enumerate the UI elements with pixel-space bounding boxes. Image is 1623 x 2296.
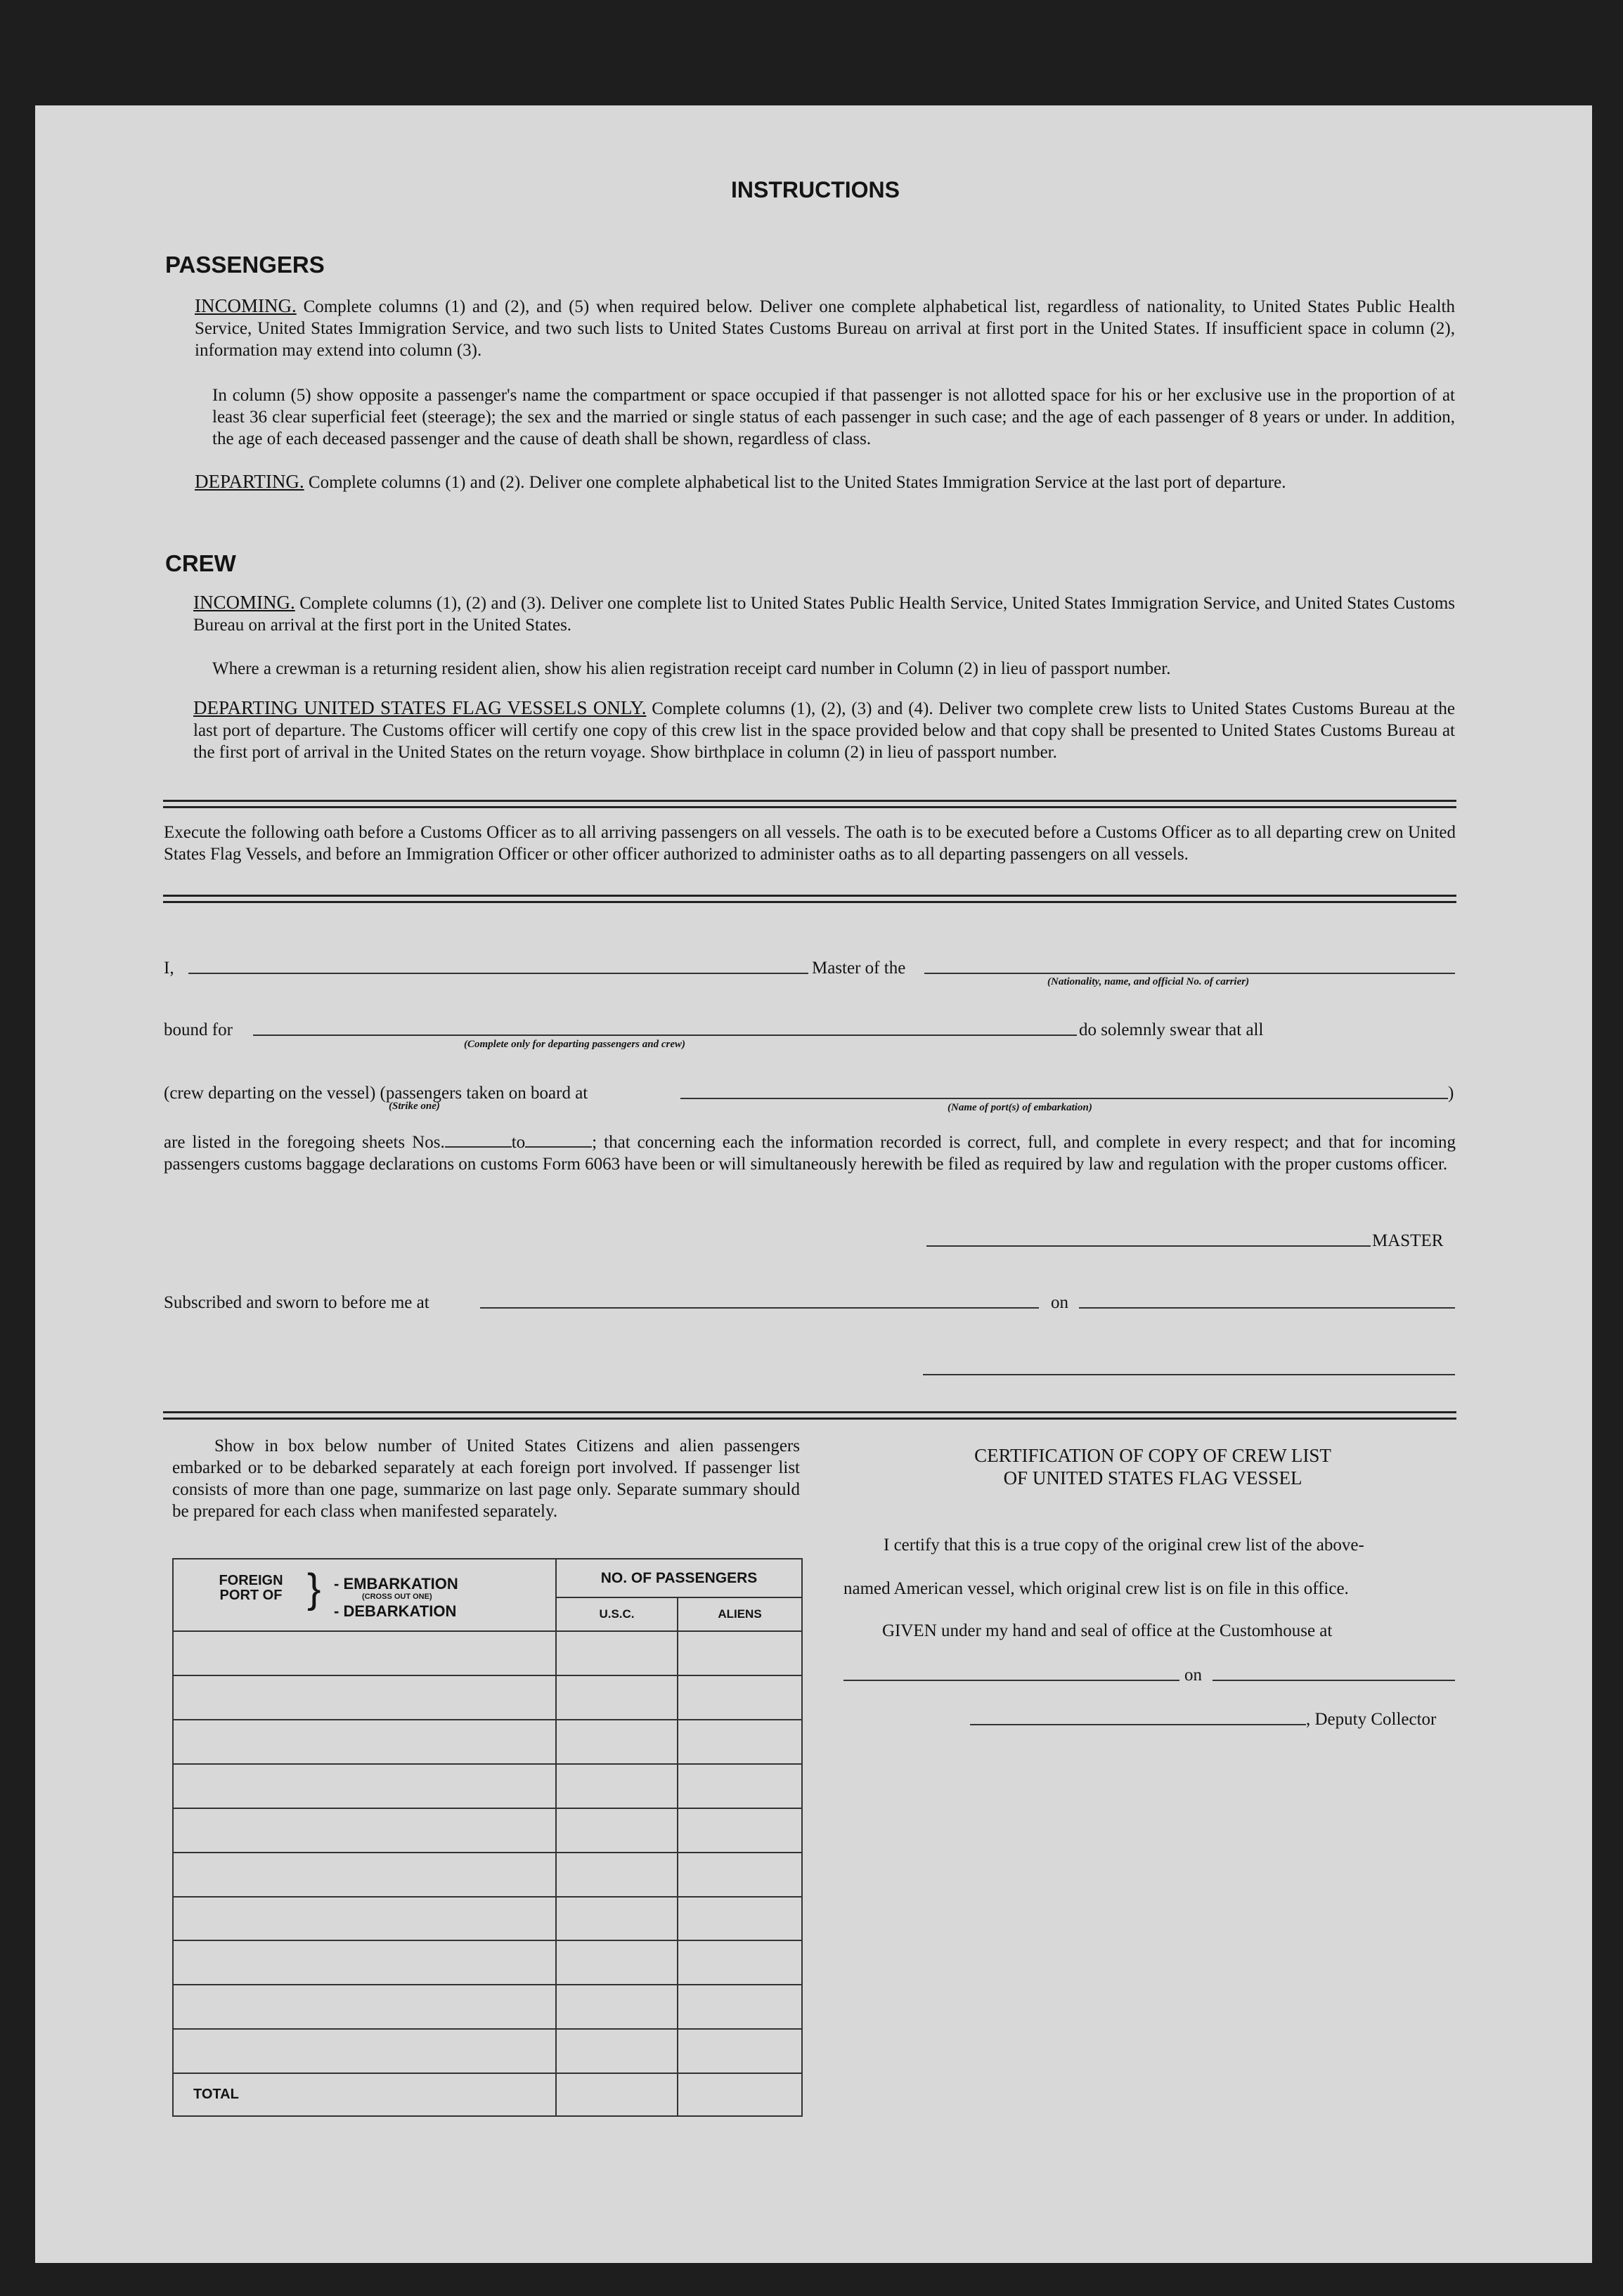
aliens-header: ALIENS	[678, 1597, 802, 1631]
divider	[163, 895, 1456, 897]
passengers-departing-text: Complete columns (1) and (2). Deliver one complete alphabetical list to the United States Immigration Service at the last port of departure.	[308, 473, 1286, 492]
aliens-cell[interactable]	[678, 1985, 802, 2029]
aliens-cell[interactable]	[678, 2029, 802, 2073]
brace-icon: }	[307, 1566, 321, 1611]
cross-out-label: (CROSS OUT ONE)	[362, 1593, 432, 1601]
port-cell[interactable]	[173, 1764, 556, 1808]
sheet-to-line[interactable]	[525, 1132, 592, 1148]
listed-paragraph	[164, 1131, 1456, 1175]
usc-cell[interactable]	[556, 1631, 678, 1675]
aliens-cell[interactable]	[678, 1675, 802, 1720]
master-label: MASTER	[1372, 1231, 1444, 1250]
crew-incoming-paragraph	[193, 592, 1455, 636]
divider	[163, 901, 1456, 903]
master-of-label: Master of the	[812, 959, 906, 978]
usc-header: U.S.C.	[556, 1597, 678, 1631]
cert-on-label: on	[1184, 1666, 1202, 1685]
foreign-port-label: FOREIGN PORT OF	[219, 1573, 283, 1603]
ports-line[interactable]	[680, 1098, 1448, 1099]
ports-caption: (Name of port(s) of embarkation)	[948, 1102, 1092, 1113]
passengers-heading: PASSENGERS	[165, 252, 325, 278]
passengers-incoming-label: INCOMING.	[195, 295, 297, 316]
usc-cell[interactable]	[556, 1853, 678, 1897]
port-cell[interactable]	[173, 1897, 556, 1941]
aliens-cell[interactable]	[678, 1853, 802, 1897]
usc-cell[interactable]	[556, 2029, 678, 2073]
aliens-cell[interactable]	[678, 1631, 802, 1675]
crew-resident-paragraph: Where a crewman is a returning resident alien, show his alien registration receipt card number in Column (2) in lieu of passport number.	[212, 659, 1171, 678]
carrier-line[interactable]	[924, 973, 1455, 974]
divider	[163, 1418, 1456, 1420]
sworn-on-label: on	[1051, 1293, 1068, 1312]
aliens-cell[interactable]	[678, 1808, 802, 1853]
to-label: to	[511, 1133, 526, 1152]
no-of-passengers-header: NO. OF PASSENGERS	[556, 1559, 802, 1597]
master-signature-line[interactable]	[926, 1245, 1371, 1247]
officer-signature-line[interactable]	[923, 1374, 1455, 1375]
divider	[163, 800, 1456, 802]
cert-date-line[interactable]	[1213, 1680, 1455, 1681]
usc-cell[interactable]	[556, 1940, 678, 1985]
usc-cell[interactable]	[556, 1985, 678, 2029]
sworn-date-line[interactable]	[1079, 1307, 1455, 1309]
listed-text: ; that concerning each the information recorded is correct, full, and complete in every respect; and that for incoming passengers customs baggage declarations on customs Form 6063 have been or will simultaneously herewith be filed as required by law and regulation with the proper customs officer.	[164, 1133, 1456, 1174]
crew-departing-label: (crew departing on the vessel) (passengers taken on board at	[164, 1084, 588, 1103]
debarkation-label: - DEBARKATION	[334, 1602, 457, 1620]
crew-heading: CREW	[165, 550, 236, 576]
divider	[163, 1411, 1456, 1413]
usc-total-cell[interactable]	[556, 2073, 678, 2116]
certification-heading-line2: OF UNITED STATES FLAG VESSEL	[1003, 1467, 1302, 1488]
port-cell[interactable]	[173, 1853, 556, 1897]
page-title: INSTRUCTIONS	[731, 177, 900, 202]
nationality-caption: (Nationality, name, and official No. of carrier)	[1047, 976, 1250, 987]
aliens-cell[interactable]	[678, 1897, 802, 1941]
certification-heading	[879, 1444, 1427, 1489]
passengers-departing-paragraph	[195, 471, 1455, 493]
aliens-cell[interactable]	[678, 1940, 802, 1985]
crew-incoming-text: Complete columns (1), (2) and (3). Deliver one complete list to United States Public Health Service, United States Immigration Service, and United States Customs Bureau on arrival at the first port in the United States.	[193, 594, 1456, 635]
port-cell[interactable]	[173, 1985, 556, 2029]
usc-cell[interactable]	[556, 1764, 678, 1808]
foreign-port-header	[173, 1559, 556, 1631]
passengers-column5-paragraph: In column (5) show opposite a passenger's name the compartment or space occupied if that passenger is not allotted space for his or her exclusive use in the proportion of at least 36 clear superficial feet (steerage); the sex and the married or single status of each passenger in such case; and the age of each passenger of 8 years or under. In addition, the age of each deceased passenger and the cause of death shall be shown, regardless of class.	[212, 386, 1455, 448]
port-cell[interactable]	[173, 2029, 556, 2073]
sworn-place-line[interactable]	[480, 1307, 1039, 1309]
deputy-collector-label: , Deputy Collector	[1306, 1710, 1437, 1729]
sheet-from-line[interactable]	[445, 1132, 512, 1148]
usc-cell[interactable]	[556, 1808, 678, 1853]
total-label: TOTAL	[173, 2073, 556, 2116]
usc-cell[interactable]	[556, 1675, 678, 1720]
aliens-cell[interactable]	[678, 1764, 802, 1808]
given-text: GIVEN under my hand and seal of office at the Customhouse at	[882, 1621, 1333, 1640]
certify-text-1: I certify that this is a true copy of the original crew list of the above-	[884, 1536, 1364, 1555]
embarkation-label: - EMBARKATION	[334, 1575, 458, 1593]
port-cell[interactable]	[173, 1940, 556, 1985]
close-paren: )	[1448, 1084, 1454, 1103]
divider	[163, 806, 1456, 808]
strike-one-caption: (Strike one)	[389, 1101, 440, 1112]
deputy-signature-line[interactable]	[970, 1724, 1306, 1725]
crew-departing-label: DEPARTING UNITED STATES FLAG VESSELS ONLY.	[193, 697, 647, 718]
bound-for-label: bound for	[164, 1020, 233, 1039]
passengers-incoming-text: Complete columns (1) and (2), and (5) when required below. Deliver one complete alphabetical list, regardless of nationality, to United States Public Health Service, United States Immigration Service, and two such lists to United States Customs Bureau on arrival at first port in the United States. If insufficient space in column (2), information may extend into column (3).	[195, 297, 1455, 360]
bound-for-line[interactable]	[253, 1035, 1077, 1036]
crew-departing-paragraph	[193, 697, 1455, 763]
subscribed-label: Subscribed and sworn to before me at	[164, 1293, 429, 1312]
summary-instructions: Show in box below number of United States Citizens and alien passengers embarked or to be debarked separately at each foreign port involved. If passenger list consists of more than one page, summarize on last page only. Separate summary should be prepared for each class when manifested separately.	[172, 1436, 800, 1521]
oath-i-label: I,	[164, 959, 174, 978]
oath-intro: Execute the following oath before a Customs Officer as to all arriving passengers on all vessels. The oath is to be executed before a Customs Officer as to all departing crew on United States Flag Vessels, and before an Immigration Officer or other officer authorized to administer oaths as to all departing passengers on all vessels.	[164, 823, 1456, 864]
master-name-line[interactable]	[188, 973, 808, 974]
certification-heading-line1: CERTIFICATION OF COPY OF CREW LIST	[974, 1445, 1331, 1466]
aliens-total-cell[interactable]	[678, 2073, 802, 2116]
usc-cell[interactable]	[556, 1720, 678, 1764]
passenger-summary-table	[172, 1558, 803, 2117]
port-cell[interactable]	[173, 1808, 556, 1853]
port-cell[interactable]	[173, 1675, 556, 1720]
crew-incoming-label: INCOMING.	[193, 592, 295, 613]
passengers-departing-label: DEPARTING.	[195, 471, 304, 492]
customhouse-line[interactable]	[843, 1680, 1179, 1681]
usc-cell[interactable]	[556, 1897, 678, 1941]
aliens-cell[interactable]	[678, 1720, 802, 1764]
passengers-incoming-paragraph	[195, 295, 1455, 361]
listed-prefix: are listed in the foregoing sheets Nos.	[164, 1133, 445, 1152]
port-cell[interactable]	[173, 1631, 556, 1675]
complete-only-caption: (Complete only for departing passengers and crew)	[464, 1039, 685, 1050]
port-cell[interactable]	[173, 1720, 556, 1764]
swear-label: do solemnly swear that all	[1079, 1020, 1264, 1039]
certify-text-2: named American vessel, which original crew list is on file in this office.	[843, 1579, 1349, 1598]
crew-departing-text: Complete columns (1), (2), (3) and (4). Deliver two complete crew lists to United States Customs Bureau at the last port of departure. The Customs officer will certify one copy of this crew list in the space provided below and that copy shall be presented to United States Customs Bureau at the first port of arrival in the United States on the return voyage. Show birthplace in column (2) in lieu of passport number.	[193, 699, 1455, 762]
